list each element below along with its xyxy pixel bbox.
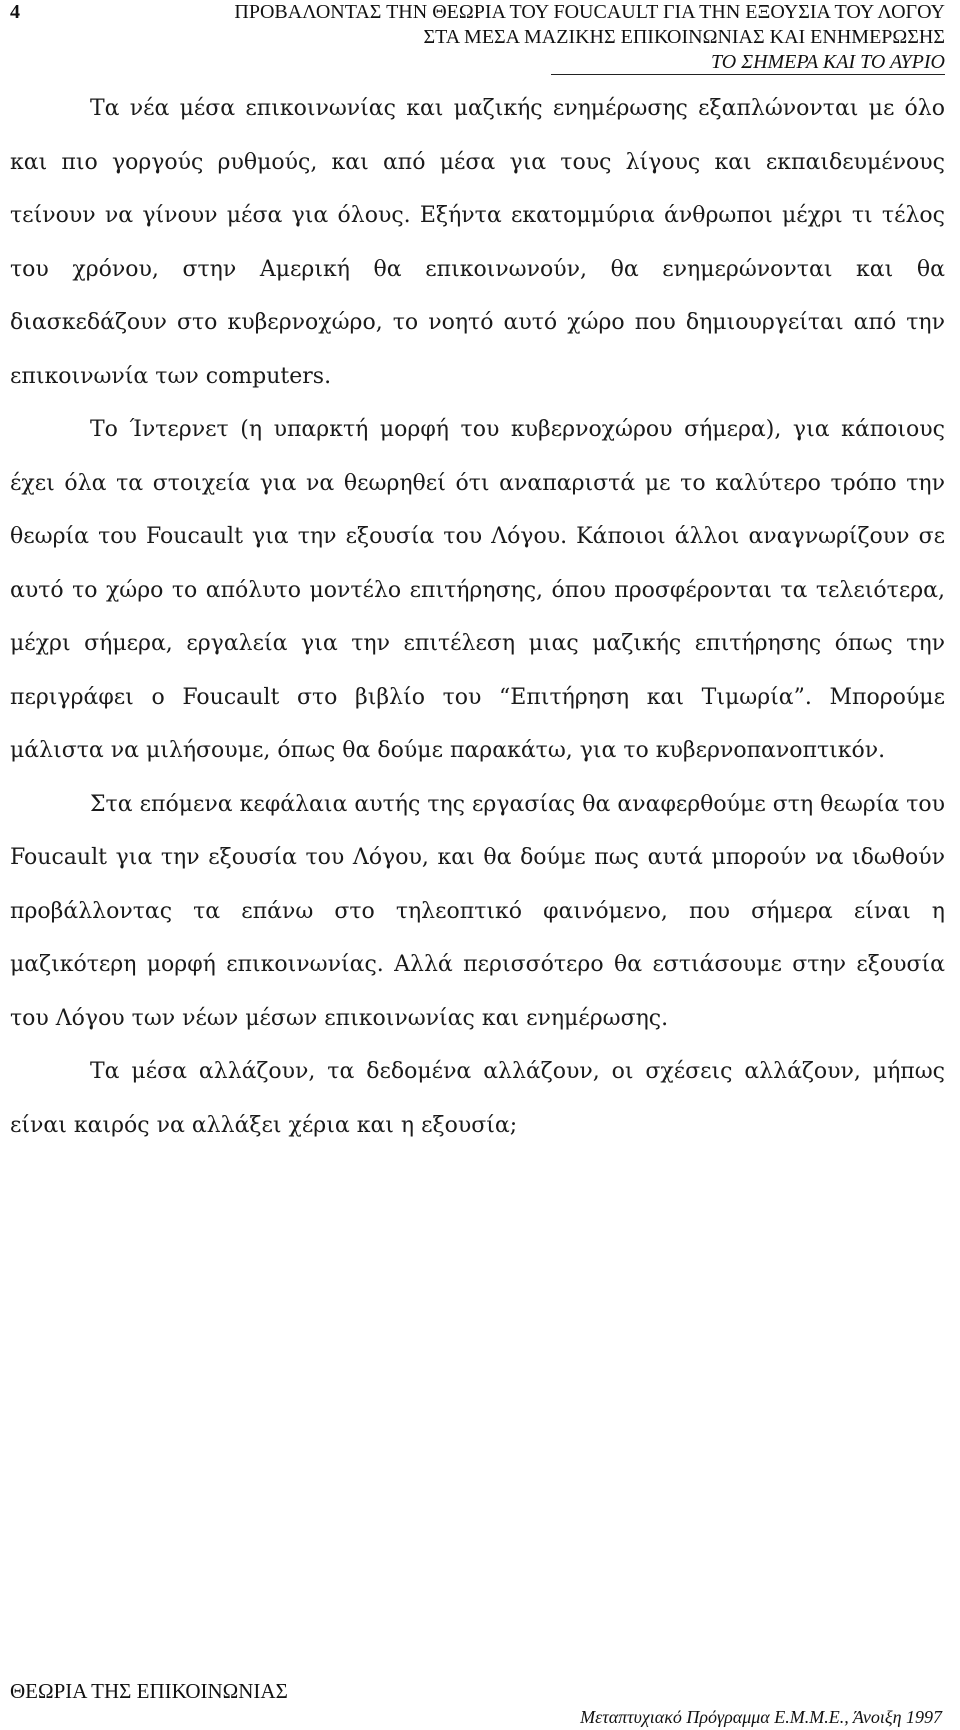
paragraph-1: Τα νέα μέσα επικοινωνίας και μαζικής ενημέρωσης εξαπλώνονται με όλο και πιο γοργούς ρυθμούς, και από μέσα για τους λίγους και εκπαιδευμένους τείνουν να γίνουν μέσα για όλους. Εξήντα εκατομμύρια άνθρωποι μέχρι τι τέλος του χρόνου, στην Αμερική θα επικοινωνούν, θα ενημερώνονται και θα διασκεδάζουν στο κυβερνοχώρο, το νοητό αυτό χώρο που δημιουργείται από την επικοινωνία των computers. [10, 96, 945, 389]
paragraph-2: Το Ίντερνετ (η υπαρκτή μορφή του κυβερνοχώρου σήμερα), για κάποιους έχει όλα τα στοιχεία για να θεωρηθεί ότι αναπαριστά με το καλύτερο τρόπο την θεωρία του Foucault για την εξουσία του Λόγου. Κάποιοι άλλοι αναγνωρίζουν σε αυτό το χώρο το απόλυτο μοντέλο επιτήρησης, όπου προσφέρονται τα τελειότερα, μέχρι σήμερα, εργαλεία για την επιτέλεση μιας μαζικής επιτήρησης όπως την περιγράφει ο Foucault στο βιβλίο του “Επιτήρηση και Τιμωρία”. Μπορούμε μάλιστα να μιλήσουμε, όπως θα δούμε παρακάτω, για το κυβερνοπανοπτικόν. [10, 417, 945, 763]
footer-program-info: Μεταπτυχιακό Πρόγραμμα Ε.Μ.Μ.Ε., Άνοιξη 1997 [580, 1707, 942, 1727]
paragraph-4: Τα μέσα αλλάζουν, τα δεδομένα αλλάζουν, οι σχέσεις αλλάζουν, μήπως είναι καιρός να αλλάξει χέρια και η εξουσία; [10, 1059, 945, 1138]
body-text [10, 82, 945, 1152]
header-title-line2: ΣΤΑ ΜΕΣΑ ΜΑΖΙΚΗΣ ΕΠΙΚΟΙΝΩΝΙΑΣ ΚΑΙ ΕΝΗΜΕΡΩΣΗΣ [423, 26, 945, 48]
header-title-line1: ΠΡΟΒΑΛΟΝΤΑΣ ΤΗΝ ΘΕΩΡΙΑ ΤΟΥ FOUCAULT ΓΙΑ ΤΗΝ ΕΞΟΥΣΙΑ ΤΟΥ ΛΟΓΟΥ [234, 1, 945, 23]
header-titles [234, 0, 945, 75]
page-number: 4 [10, 1, 20, 23]
header-subtitle: ΤΟ ΣΗΜΕΡΑ ΚΑΙ ΤΟ ΑΥΡΙΟ [551, 50, 945, 75]
paragraph-3: Στα επόμενα κεφάλαια αυτής της εργασίας θα αναφερθούμε στη θεωρία του Foucault για την εξουσία του Λόγου, και θα δούμε πως αυτά μπορούν να ιδωθούν προβάλλοντας τα επάνω στο τηλεοπτικό φαινόμενο, που σήμερα είναι η μαζικότερη μορφή επικοινωνίας. Αλλά περισσότερο θα εστιάσουμε στην εξουσία του Λόγου των νέων μέσων επικοινωνίας και ενημέρωσης. [10, 791, 945, 1031]
footer-course-title: ΘΕΩΡΙΑ ΤΗΣ ΕΠΙΚΟΙΝΩΝΙΑΣ [10, 1679, 288, 1703]
